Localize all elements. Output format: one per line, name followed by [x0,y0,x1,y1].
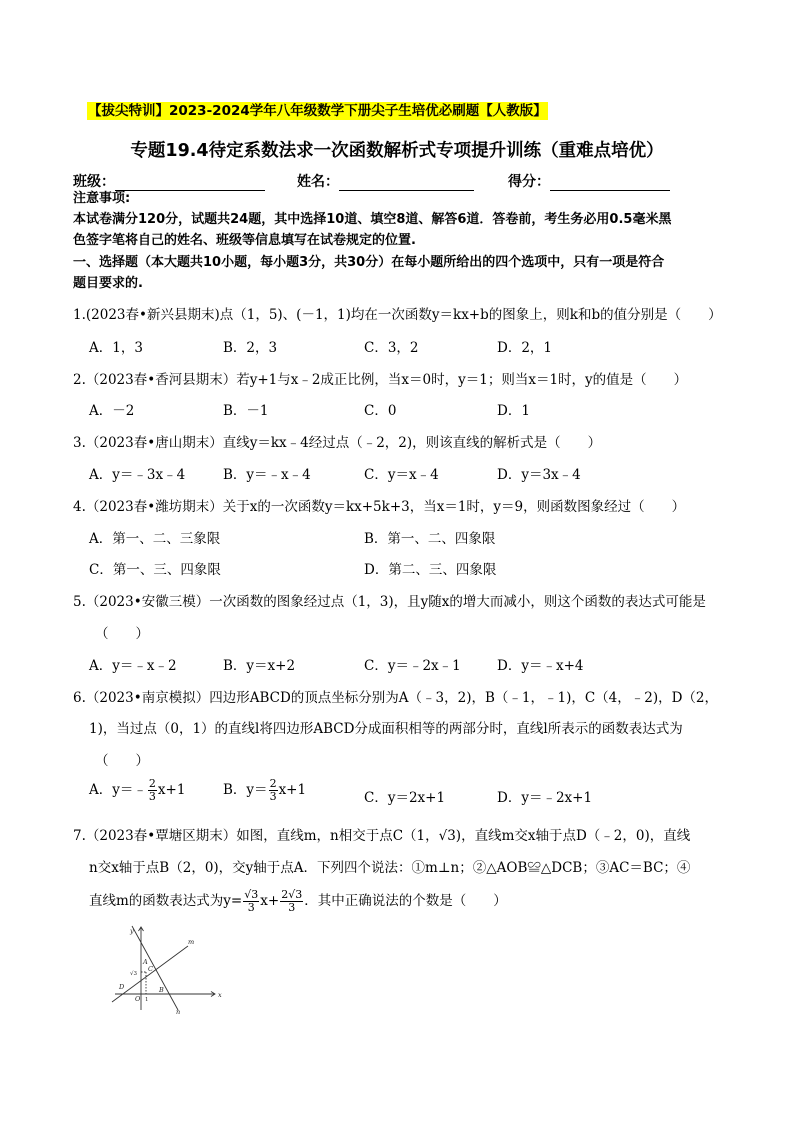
score-label: 得分： [508,174,550,190]
option-b[interactable]: B．2，3 [223,340,278,356]
fraction: $\frac{√3}{3}$ [244,888,259,914]
option-b[interactable]: B．－1 [223,403,269,419]
m-label: m [188,938,195,946]
answer-blank: （ ） [95,626,149,642]
option-c[interactable]: C．0 [364,403,397,419]
section-heading: 题目要求的. [73,276,143,291]
y-label: y [130,927,134,935]
option-c[interactable]: C．y＝x﹣4 [364,467,439,483]
name-field[interactable] [297,171,474,191]
section-heading: 一、选择题（本大题共10小题，每小题3分，共30分）在每小题所给出的四个选项中，只有一项是符合 [73,255,665,270]
option-a[interactable]: A．1，3 [89,340,143,356]
question-6-line-2: 1)，当过点（0，1）的直线l将四边形ABCD分成面积相等的两部分时，直线l所表示的函数表达式为 [89,721,683,737]
question-1: 1.(2023春•新兴县期末)点（1，5)、(－1，1)均在一次函数y＝kx+b的图象上，则k和b的值分别是（ ） [73,307,722,323]
option-a-tail: x+1 [157,782,186,798]
option-c[interactable]: C．第一、三、四象限 [89,562,221,578]
option-b[interactable]: B．y＝﹣x﹣4 [223,467,311,483]
n-label: n [176,1008,181,1014]
question-7-line-2: n交x轴于点B（2，0)，交y轴于点A．下列四个说法：①m⊥n；②△AOB≌△DCB；③AC＝BC；④ [89,860,691,876]
notice-line: 本试卷满分120分，试题共24题，其中选择10道、填空8道、解答6道．答卷前，考生务必用0.5毫米黑 [73,212,672,227]
class-field[interactable] [73,171,265,191]
option-a[interactable]: A．y＝﹣x﹣2 [89,658,177,674]
sqrt3-label: √3 [130,971,138,977]
expr-prefix: 直线m的函数表达式为y= [89,893,243,909]
option-a[interactable]: A．y＝﹣3x﹣4 [89,467,186,483]
C-label: C [148,965,153,973]
question-6: 6.（2023•南京模拟）四边形ABCD的顶点坐标分别为A（﹣3，2)，B（﹣1，﹣1)，C（4，﹣2)，D（2， [73,690,719,706]
option-d[interactable]: D．2，1 [497,340,553,356]
score-field[interactable] [508,171,670,191]
option-a[interactable] [89,778,185,803]
coordinate-figure [110,922,225,1014]
question-7-line-3 [89,889,507,914]
option-d[interactable]: D．1 [497,403,530,419]
option-c[interactable]: C．3，2 [364,340,419,356]
option-d[interactable]: D．y＝﹣2x+1 [497,790,593,806]
option-b[interactable] [223,778,306,803]
question-3: 3.（2023春•唐山期末）直线y＝kx﹣4经过点（﹣2，2)，则该直线的解析式是（ ） [73,435,602,451]
series-banner: 【拔尖特训】2023-2024学年八年级数学下册尖子生培优必刷题【人教版】 [88,103,547,119]
option-b-label: B．y＝ [223,782,268,798]
A-label: A [143,958,148,966]
question-4: 4.（2023春•潍坊期末）关于x的一次函数y＝kx+5k+3，当x＝1时，y＝9，则函数图象经过（ ） [73,499,686,515]
question-7: 7.（2023春•覃塘区期末）如图，直线m，n相交于点C（1，√3)，直线m交x轴于点D（﹣2，0)，直线 [73,828,691,844]
option-a-label: A．y＝﹣ [89,782,147,798]
option-d[interactable]: D．第二、三、四象限 [364,562,497,578]
option-a[interactable]: A．第一、二、三象限 [89,531,221,547]
option-c[interactable]: C．y＝﹣2x﹣1 [364,658,461,674]
option-a[interactable]: A．－2 [89,403,135,419]
expr-suffix: ．其中正确说法的个数是（ ） [304,893,507,909]
name-label: 姓名： [297,174,339,190]
fraction: $\frac{2}{3}$ [148,777,156,803]
notice-heading: 注意事项: [73,191,131,206]
notice-line: 色签字笔将自己的姓名、班级等信息填写在试卷规定的位置. [73,233,416,248]
option-d[interactable]: D．y＝3x﹣4 [497,467,581,483]
option-d[interactable]: D．y＝﹣x+4 [497,658,584,674]
option-b-tail: x+1 [278,782,307,798]
option-b[interactable]: B．y＝x+2 [223,658,296,674]
x-label: x [218,991,222,999]
option-b[interactable]: B．第一、二、四象限 [364,531,496,547]
O-label: O [135,995,141,1003]
one-label: 1 [145,997,149,1003]
page-title: 专题19.4待定系数法求一次函数解析式专项提升训练（重难点培优） [130,141,664,161]
class-label: 班级： [73,174,115,190]
fraction: $\frac{2}{3}$ [269,777,277,803]
fraction: $\frac{2√3}{3}$ [281,888,303,914]
question-2: 2.（2023春•香河县期末）若y+1与x﹣2成正比例，当x＝0时，y＝1；则当x＝1时，y的值是（ ） [73,372,688,388]
question-5: 5.（2023•安徽三模）一次函数的图象经过点（1，3)，且y随x的增大而减小，则这个函数的表达式可能是 [73,594,706,610]
option-c[interactable]: C．y＝2x+1 [364,790,446,806]
expr-mid: x+ [260,893,280,909]
answer-blank: （ ） [95,753,149,769]
D-label: D [119,983,125,991]
B-label: B [159,986,164,994]
